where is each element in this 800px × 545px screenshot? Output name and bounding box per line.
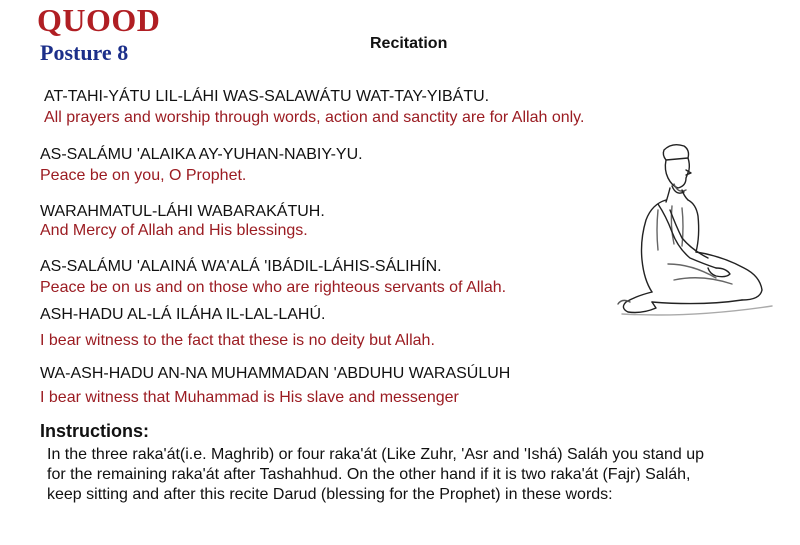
section-heading-recitation: Recitation	[370, 35, 448, 52]
recitation-english-3: And Mercy of Allah and His blessings.	[40, 222, 308, 239]
recitation-english-6: I bear witness that Muhammad is His slave and messenger	[40, 389, 459, 406]
recitation-english-5: I bear witness to the fact that these is no deity but Allah.	[40, 332, 435, 349]
recitation-english-4: Peace be on us and on those who are righteous servants of Allah.	[40, 279, 507, 296]
posture-subtitle: Posture 8	[40, 40, 129, 65]
recitation-arabic-1: AT-TAHI-YÁTU LIL-LÁHI WAS-SALAWÁTU WAT-TAY-YIBÁTU.	[44, 88, 490, 105]
instructions-heading: Instructions:	[40, 421, 150, 441]
recitation-english-2: Peace be on you, O Prophet.	[40, 167, 247, 184]
recitation-arabic-5: ASH-HADU AL-LÁ ILÁHA IL-LAL-LAHÚ.	[40, 306, 326, 323]
recitation-arabic-6: WA-ASH-HADU AN-NA MUHAMMADAN 'ABDUHU WARASÚLUH	[40, 365, 511, 382]
recitation-arabic-3: WARAHMATUL-LÁHI WABARAKÁTUH.	[40, 203, 325, 220]
kneeling-worshipper-illustration	[612, 140, 787, 325]
recitation-arabic-4: AS-SALÁMU 'ALAINÁ WA'ALÁ 'IBÁDIL-LÁHIS-SÁLIHÍN.	[40, 258, 442, 275]
instructions-text: In the three raka'át(i.e. Maghrib) or four raka'át (Like Zuhr, 'Asr and 'Ishá) Saláh you stand up for the remaining raka'át after Tashahhud. On the other hand if it is two raka'át (Fajr) Saláh, keep sitting and after this recite Darud (blessing for the Prophet) in these words:	[47, 446, 704, 503]
recitation-arabic-2: AS-SALÁMU 'ALAIKA AY-YUHAN-NABIY-YU.	[40, 146, 363, 163]
recitation-english-1: All prayers and worship through words, action and sanctity are for Allah only.	[44, 109, 585, 126]
page-title: QUOOD	[37, 2, 161, 38]
